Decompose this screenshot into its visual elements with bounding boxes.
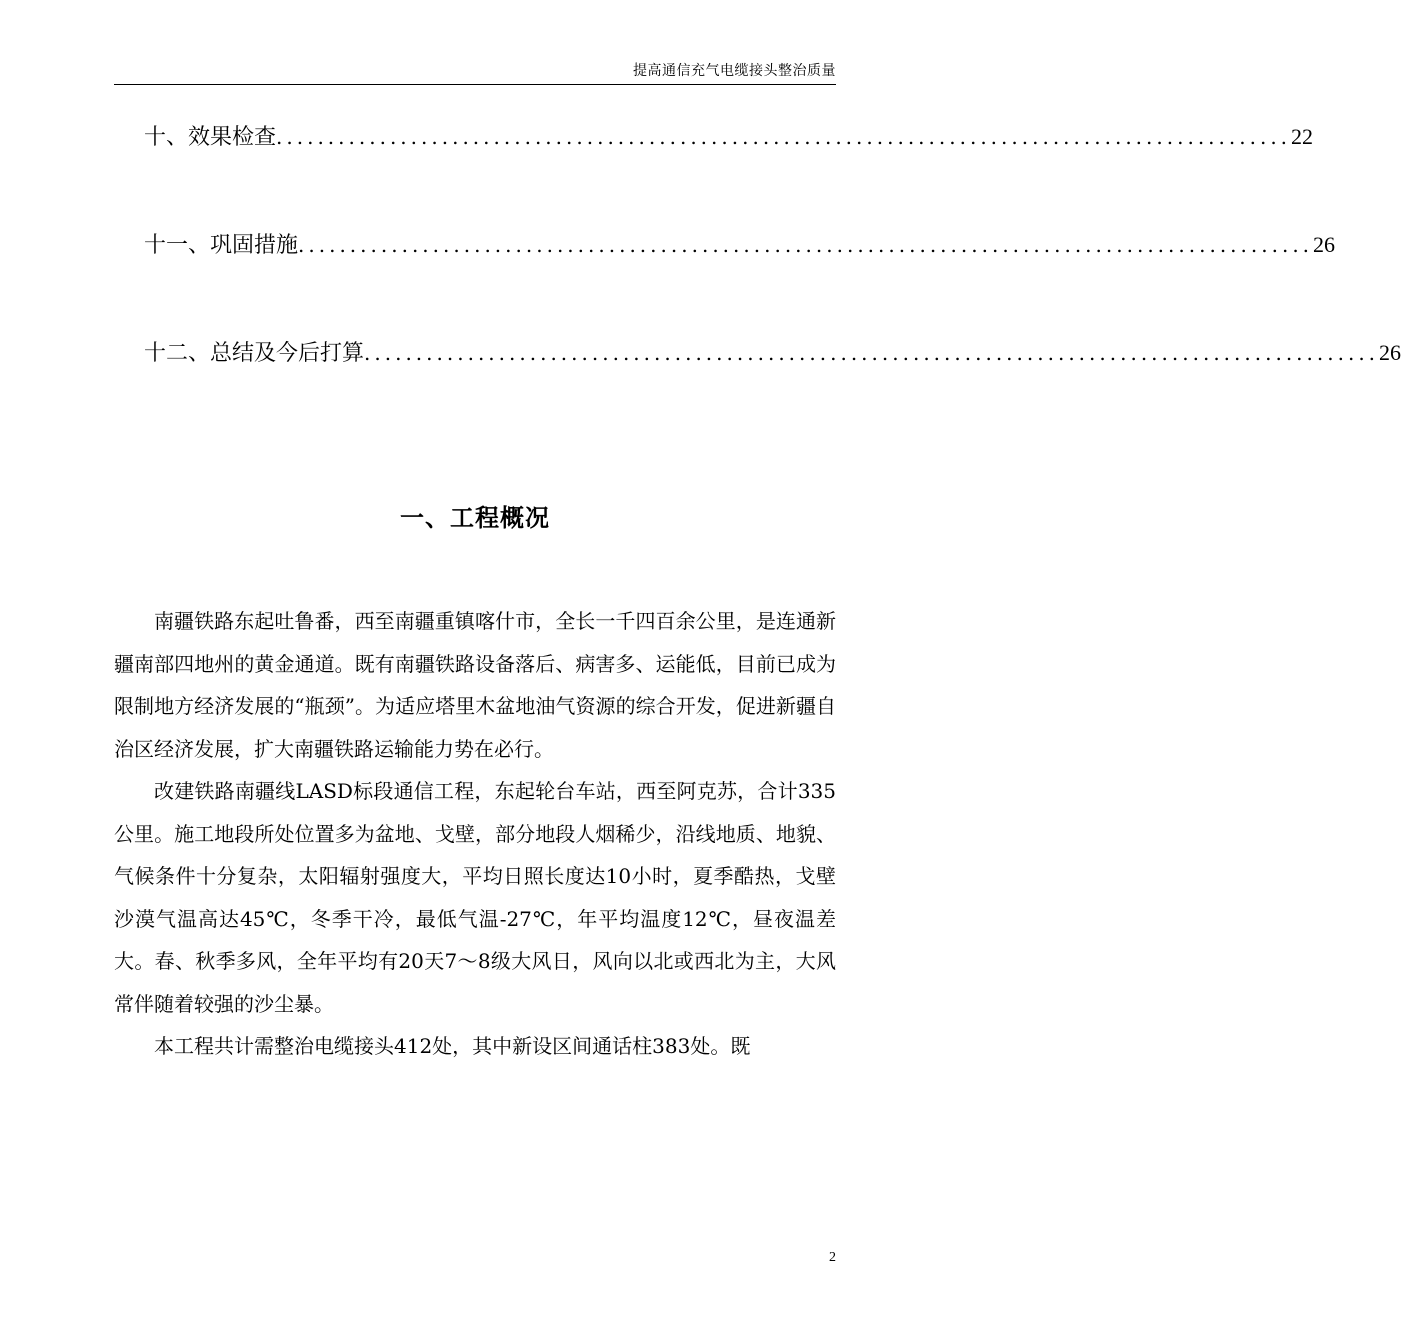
page-number: 2 xyxy=(829,1250,836,1265)
body-text xyxy=(114,600,836,1068)
toc-entry-page: 26 xyxy=(1313,232,1336,257)
toc-entry-page: 26 xyxy=(1379,340,1401,365)
table-of-contents xyxy=(144,120,1401,444)
toc-entry[interactable] xyxy=(144,120,1314,228)
paragraph: 改建铁路南疆线LASD标段通信工程，东起轮台车站，西至阿克苏，合计335公里。施工地段所处位置多为盆地、戈壁，部分地段人烟稀少，沿线地质、地貌、气候条件十分复杂，太阳辐射强度大，平均日照长度达10小时，夏季酷热，戈壁沙漠气温高达45℃，冬季干冷，最低气温-27℃，年平均温度12℃，昼夜温差大。春、秋季多风，全年平均有20天7～8级大风日，风向以北或西北为主，大风常伴随着较强的沙尘暴。 xyxy=(114,779,836,1016)
toc-dot-leader: .................................................................................................. xyxy=(298,233,1314,257)
toc-entry-page: 22 xyxy=(1291,124,1314,149)
toc-entry[interactable] xyxy=(144,336,1401,444)
toc-dot-leader: .................................................................................................. xyxy=(276,125,1292,149)
section-heading: 一、工程概况 xyxy=(400,504,550,532)
paragraph: 南疆铁路东起吐鲁番，西至南疆重镇喀什市，全长一千四百余公里，是连通新疆南部四地州的黄金通道。既有南疆铁路设备落后、病害多、运能低，目前已成为限制地方经济发展的“瓶颈”。为适应塔里木盆地油气资源的综合开发，促进新疆自治区经济发展，扩大南疆铁路运输能力势在必行。 xyxy=(114,609,836,761)
toc-entry-label: 十二、总结及今后打算 xyxy=(144,341,365,366)
header-rule xyxy=(114,84,836,85)
paragraph: 本工程共计需整治电缆接头412处，其中新设区间通话柱383处。既 xyxy=(154,1034,751,1058)
toc-entry[interactable] xyxy=(144,228,1336,336)
toc-entry-label: 十、效果检查 xyxy=(144,125,277,150)
running-header: 提高通信充气电缆接头整治质量 xyxy=(633,63,836,79)
toc-entry-label: 十一、巩固措施 xyxy=(144,233,299,258)
toc-dot-leader: .................................................................................................. xyxy=(364,341,1380,365)
